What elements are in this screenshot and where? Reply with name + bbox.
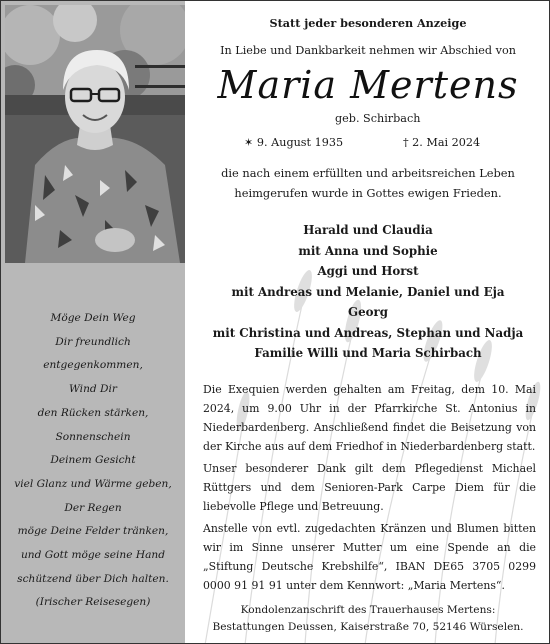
poem-line: Möge Dein Weg [50,312,136,324]
poem [1,307,185,615]
thanks-paragraph: Unser besonderer Dank gilt dem Pflegedienst Michael Rüttgers und dem Senioren-Park Carpe Diem für die liebevolle Pflege und Betreuung. [203,462,536,513]
birth-date: ✶ 9. August 1935 [244,136,344,149]
intro-line: In Liebe und Dankbarkeit nehmen wir Abschied von [220,44,516,57]
right-panel [185,1,550,644]
mourners-list [185,220,550,364]
mourner-line: Harald und Claudia [303,223,433,237]
footer-line: Bestattungen Deussen, Kaiserstraße 70, 52146 Würselen. [212,621,524,633]
details-text [203,380,536,598]
condolence-address [185,602,550,636]
poem-line: den Rücken stärken, [37,406,149,419]
poem-line: viel Glanz und Wärme geben, [14,477,172,490]
death-date: † 2. Mai 2024 [403,136,481,149]
poem-line: Der Regen [64,501,122,514]
poem-line: und Gott möge seine Hand [20,549,166,562]
poem-line: Deinem Gesicht [50,454,136,467]
poem-line: möge Deine Felder tränken, [17,525,169,538]
poem-line: schützend über Dich halten. [17,572,169,585]
poem-line: entgegenkommen, [43,359,143,372]
poem-source: (Irischer Reisesegen) [35,596,151,609]
mourner-line: mit Christina und Andreas, Stephan und Nadja [212,325,524,340]
closing-text [185,164,550,203]
mourner-line: Aggi und Horst [317,264,419,278]
poem-line: Sonnenschein [55,430,131,443]
mourner-line: mit Anna und Sophie [298,243,438,258]
poem-line: Wind Dir [68,383,117,396]
footer-line: Kondolenzanschrift des Trauerhauses Mertens: [240,604,496,616]
birth-name: geb. Schirbach [335,112,421,125]
left-panel [1,1,185,644]
donation-paragraph: Anstelle von evtl. zugedachten Kränzen und Blumen bitten wir im Sinne unserer Mutter um eine Spende an die „Stiftung Deutsche Krebshilfe“, IBAN DE65 3705 0299 0000 91 91 91 unter dem Kennwort: „Maria Mertens“. [203,522,536,592]
closing-line: die nach einem erfüllten und arbeitsreichen Leben [221,166,515,180]
mourner-line: Familie Willi und Maria Schirbach [254,346,482,360]
portrait-photo [5,5,185,263]
poem-line: Dir freundlich [55,335,131,348]
deceased-name: Maria Mertens [217,63,519,107]
mourner-line: mit Andreas und Melanie, Daniel und Eja [231,284,505,299]
notice-header: Statt jeder besonderen Anzeige [269,16,467,30]
closing-line: heimgerufen wurde in Gottes ewigen Frieden. [234,185,502,200]
mourner-line: Georg [348,305,388,319]
funeral-details-paragraph: Die Exequien werden gehalten am Freitag, dem 10. Mai 2024, um 9.00 Uhr in der Pfarrkirche St. Antonius in Niederbardenberg. Anschließend findet die Beisetzung von der Kirche aus auf dem Friedhof in Niederbardenberg statt. [203,383,536,453]
